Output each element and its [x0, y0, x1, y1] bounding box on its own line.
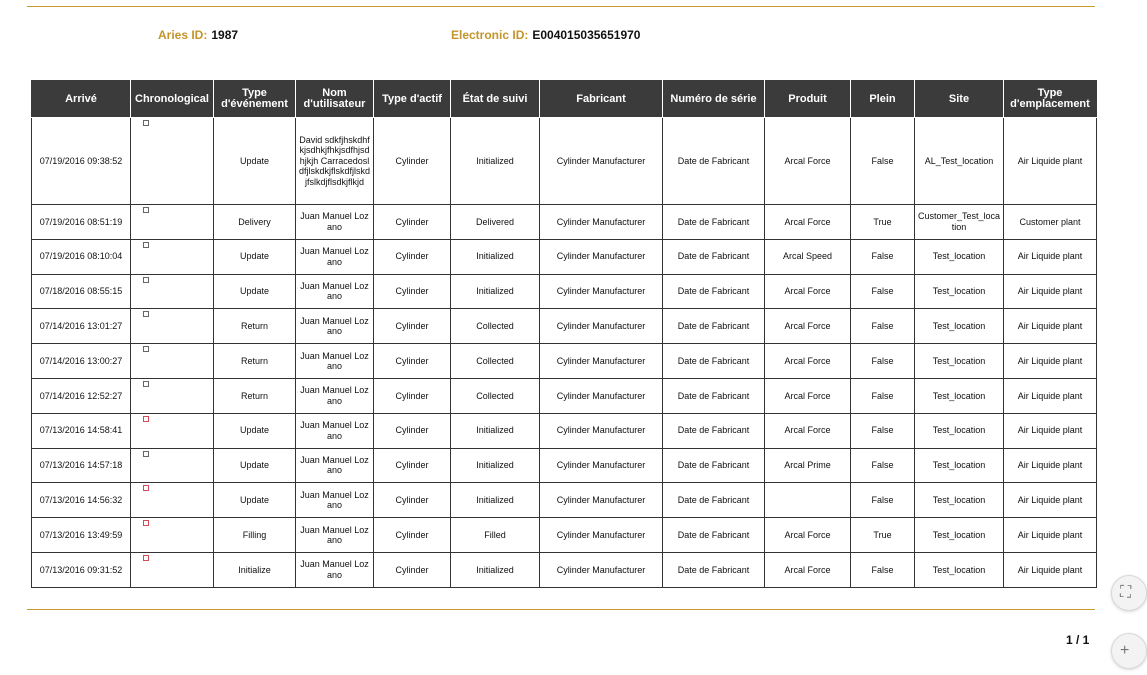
user-name-cell: Juan Manuel Lozano — [296, 378, 374, 413]
serial-number-cell: Date de Fabricant — [663, 483, 765, 518]
aries-id-value: 1987 — [211, 28, 239, 42]
location-type-cell: Air Liquide plant — [1004, 309, 1097, 344]
chronological-cell — [131, 483, 214, 518]
serial-number-cell: Date de Fabricant — [663, 239, 765, 274]
asset-type-cell: Cylinder — [374, 552, 451, 587]
fit-page-icon: ⛶ — [1120, 584, 1132, 601]
location-type-cell: Air Liquide plant — [1004, 483, 1097, 518]
table-row — [32, 274, 1097, 309]
tracking-status-cell: Initialized — [451, 552, 540, 587]
location-type-cell: Air Liquide plant — [1004, 552, 1097, 587]
table-row — [32, 309, 1097, 344]
column-header: Chronological — [131, 81, 214, 118]
product-cell: Arcal Force — [765, 413, 851, 448]
user-name-cell: Juan Manuel Lozano — [296, 205, 374, 240]
product-cell: Arcal Force — [765, 344, 851, 379]
full-cell: False — [851, 309, 915, 344]
arrival-cell: 07/14/2016 13:00:27 — [32, 344, 131, 379]
event-type-cell: Update — [214, 448, 296, 483]
site-cell: Test_location — [915, 448, 1004, 483]
column-header: Type d'événement — [214, 81, 296, 118]
product-cell: Arcal Force — [765, 118, 851, 205]
full-cell: False — [851, 344, 915, 379]
table-row — [32, 448, 1097, 483]
full-cell: False — [851, 239, 915, 274]
chronological-cell — [131, 205, 214, 240]
asset-type-cell: Cylinder — [374, 448, 451, 483]
arrival-cell: 07/19/2016 09:38:52 — [32, 118, 131, 205]
site-cell: Test_location — [915, 239, 1004, 274]
serial-number-cell: Date de Fabricant — [663, 448, 765, 483]
serial-number-cell: Date de Fabricant — [663, 518, 765, 553]
event-type-cell: Update — [214, 118, 296, 205]
product-cell: Arcal Force — [765, 309, 851, 344]
manufacturer-cell: Cylinder Manufacturer — [540, 118, 663, 205]
asset-type-cell: Cylinder — [374, 274, 451, 309]
full-cell: False — [851, 448, 915, 483]
chronological-cell — [131, 239, 214, 274]
asset-type-cell: Cylinder — [374, 309, 451, 344]
serial-number-cell: Date de Fabricant — [663, 413, 765, 448]
table-row — [32, 518, 1097, 553]
tracking-status-cell: Initialized — [451, 413, 540, 448]
electronic-id — [451, 28, 640, 42]
manufacturer-cell: Cylinder Manufacturer — [540, 309, 663, 344]
tracking-status-cell: Delivered — [451, 205, 540, 240]
table-row — [32, 378, 1097, 413]
arrival-cell: 07/13/2016 14:58:41 — [32, 413, 131, 448]
asset-type-cell: Cylinder — [374, 118, 451, 205]
event-type-cell: Delivery — [214, 205, 296, 240]
column-header: Plein — [851, 81, 915, 118]
event-type-cell: Update — [214, 483, 296, 518]
user-name-cell: Juan Manuel Lozano — [296, 344, 374, 379]
full-cell: False — [851, 378, 915, 413]
location-type-cell: Air Liquide plant — [1004, 413, 1097, 448]
chronological-cell — [131, 274, 214, 309]
location-type-cell: Air Liquide plant — [1004, 448, 1097, 483]
arrival-cell: 07/18/2016 08:55:15 — [32, 274, 131, 309]
tracking-status-cell: Filled — [451, 518, 540, 553]
product-cell: Arcal Prime — [765, 448, 851, 483]
column-header: Fabricant — [540, 81, 663, 118]
column-header: Nom d'utilisateur — [296, 81, 374, 118]
arrival-cell: 07/13/2016 14:56:32 — [32, 483, 131, 518]
full-cell: False — [851, 118, 915, 205]
manufacturer-cell: Cylinder Manufacturer — [540, 448, 663, 483]
zoom-in-button[interactable] — [1111, 633, 1147, 669]
chronological-cell — [131, 378, 214, 413]
tracking-status-cell: Initialized — [451, 239, 540, 274]
asset-type-cell: Cylinder — [374, 378, 451, 413]
chronological-cell — [131, 448, 214, 483]
arrival-cell: 07/14/2016 13:01:27 — [32, 309, 131, 344]
arrival-cell: 07/19/2016 08:51:19 — [32, 205, 131, 240]
site-cell: Test_location — [915, 518, 1004, 553]
table-row — [32, 552, 1097, 587]
chronological-icon[interactable] — [143, 346, 149, 352]
chronological-icon[interactable] — [143, 120, 149, 126]
chronological-cell — [131, 344, 214, 379]
chronological-cell — [131, 552, 214, 587]
chronological-cell — [131, 118, 214, 205]
chronological-icon[interactable] — [143, 381, 149, 387]
table-row — [32, 413, 1097, 448]
site-cell: Customer_Test_location — [915, 205, 1004, 240]
location-type-cell: Air Liquide plant — [1004, 518, 1097, 553]
site-cell: Test_location — [915, 309, 1004, 344]
site-cell: Test_location — [915, 344, 1004, 379]
column-header: Arrivé — [32, 81, 131, 118]
bottom-rule — [27, 609, 1095, 610]
fit-page-button[interactable] — [1111, 575, 1147, 611]
event-type-cell: Initialize — [214, 552, 296, 587]
chronological-icon[interactable] — [143, 520, 149, 526]
serial-number-cell: Date de Fabricant — [663, 274, 765, 309]
manufacturer-cell: Cylinder Manufacturer — [540, 518, 663, 553]
arrival-cell: 07/13/2016 09:31:52 — [32, 552, 131, 587]
event-type-cell: Update — [214, 413, 296, 448]
table-row — [32, 118, 1097, 205]
user-name-cell: Juan Manuel Lozano — [296, 239, 374, 274]
location-type-cell: Customer plant — [1004, 205, 1097, 240]
user-name-cell: Juan Manuel Lozano — [296, 483, 374, 518]
tracking-status-cell: Initialized — [451, 483, 540, 518]
table-row — [32, 483, 1097, 518]
asset-type-cell: Cylinder — [374, 205, 451, 240]
serial-number-cell: Date de Fabricant — [663, 378, 765, 413]
manufacturer-cell: Cylinder Manufacturer — [540, 413, 663, 448]
user-name-cell: Juan Manuel Lozano — [296, 552, 374, 587]
arrival-cell: 07/13/2016 13:49:59 — [32, 518, 131, 553]
event-type-cell: Return — [214, 378, 296, 413]
location-type-cell: Air Liquide plant — [1004, 118, 1097, 205]
user-name-cell: David sdkfjhskdhfkjsdhkjfhkjsdfhjsdhjkjh Carracedosldfjlskdkjflskdfjlskdjfslkdjflsdkjflkjd — [296, 118, 374, 205]
site-cell: Test_location — [915, 274, 1004, 309]
chronological-icon[interactable] — [143, 242, 149, 248]
table-header-row — [32, 81, 1097, 118]
asset-type-cell: Cylinder — [374, 518, 451, 553]
location-type-cell: Air Liquide plant — [1004, 344, 1097, 379]
full-cell: False — [851, 413, 915, 448]
arrival-cell: 07/14/2016 12:52:27 — [32, 378, 131, 413]
event-type-cell: Update — [214, 239, 296, 274]
tracking-status-cell: Collected — [451, 344, 540, 379]
manufacturer-cell: Cylinder Manufacturer — [540, 552, 663, 587]
manufacturer-cell: Cylinder Manufacturer — [540, 483, 663, 518]
table-row — [32, 205, 1097, 240]
zoom-in-icon: + — [1120, 642, 1130, 659]
chronological-icon[interactable] — [143, 451, 149, 457]
tracking-status-cell: Collected — [451, 378, 540, 413]
asset-type-cell: Cylinder — [374, 483, 451, 518]
chronological-icon[interactable] — [143, 485, 149, 491]
page-counter: 1 / 1 — [1066, 633, 1090, 647]
product-cell: Arcal Force — [765, 552, 851, 587]
chronological-icon[interactable] — [143, 311, 149, 317]
serial-number-cell: Date de Fabricant — [663, 552, 765, 587]
manufacturer-cell: Cylinder Manufacturer — [540, 205, 663, 240]
manufacturer-cell: Cylinder Manufacturer — [540, 274, 663, 309]
aries-id-label: Aries ID: — [158, 28, 208, 42]
column-header: État de suivi — [451, 81, 540, 118]
arrival-cell: 07/13/2016 14:57:18 — [32, 448, 131, 483]
manufacturer-cell: Cylinder Manufacturer — [540, 378, 663, 413]
manufacturer-cell: Cylinder Manufacturer — [540, 344, 663, 379]
column-header: Numéro de série — [663, 81, 765, 118]
chronological-icon[interactable] — [143, 416, 149, 422]
product-cell: Arcal Force — [765, 205, 851, 240]
location-type-cell: Air Liquide plant — [1004, 239, 1097, 274]
serial-number-cell: Date de Fabricant — [663, 118, 765, 205]
user-name-cell: Juan Manuel Lozano — [296, 448, 374, 483]
manufacturer-cell: Cylinder Manufacturer — [540, 239, 663, 274]
site-cell: Test_location — [915, 413, 1004, 448]
chronological-cell — [131, 309, 214, 344]
full-cell: False — [851, 274, 915, 309]
serial-number-cell: Date de Fabricant — [663, 344, 765, 379]
chronological-icon[interactable] — [143, 207, 149, 213]
tracking-status-cell: Initialized — [451, 274, 540, 309]
asset-type-cell: Cylinder — [374, 413, 451, 448]
tracking-status-cell: Collected — [451, 309, 540, 344]
serial-number-cell: Date de Fabricant — [663, 205, 765, 240]
table-row — [32, 239, 1097, 274]
full-cell: False — [851, 552, 915, 587]
column-header: Type d'emplacement — [1004, 81, 1097, 118]
tracking-status-cell: Initialized — [451, 448, 540, 483]
aries-id — [158, 28, 238, 42]
top-rule — [27, 6, 1095, 7]
table-body — [32, 118, 1097, 588]
site-cell: Test_location — [915, 483, 1004, 518]
chronological-cell — [131, 413, 214, 448]
site-cell: Test_location — [915, 552, 1004, 587]
event-type-cell: Update — [214, 274, 296, 309]
tracking-status-cell: Initialized — [451, 118, 540, 205]
event-type-cell: Filling — [214, 518, 296, 553]
full-cell: True — [851, 518, 915, 553]
location-type-cell: Air Liquide plant — [1004, 378, 1097, 413]
electronic-id-value: E004015035651970 — [532, 28, 641, 42]
chronological-icon[interactable] — [143, 555, 149, 561]
product-cell: Arcal Force — [765, 378, 851, 413]
site-cell: Test_location — [915, 378, 1004, 413]
event-type-cell: Return — [214, 344, 296, 379]
product-cell: Arcal Force — [765, 274, 851, 309]
arrival-cell: 07/19/2016 08:10:04 — [32, 239, 131, 274]
table-row — [32, 344, 1097, 379]
user-name-cell: Juan Manuel Lozano — [296, 518, 374, 553]
user-name-cell: Juan Manuel Lozano — [296, 274, 374, 309]
product-cell — [765, 483, 851, 518]
product-cell: Arcal Speed — [765, 239, 851, 274]
electronic-id-label: Electronic ID: — [451, 28, 529, 42]
serial-number-cell: Date de Fabricant — [663, 309, 765, 344]
event-type-cell: Return — [214, 309, 296, 344]
full-cell: False — [851, 483, 915, 518]
product-cell: Arcal Force — [765, 518, 851, 553]
user-name-cell: Juan Manuel Lozano — [296, 413, 374, 448]
asset-type-cell: Cylinder — [374, 239, 451, 274]
full-cell: True — [851, 205, 915, 240]
chronological-icon[interactable] — [143, 277, 149, 283]
chronological-cell — [131, 518, 214, 553]
column-header: Site — [915, 81, 1004, 118]
user-name-cell: Juan Manuel Lozano — [296, 309, 374, 344]
site-cell: AL_Test_location — [915, 118, 1004, 205]
column-header: Type d'actif — [374, 81, 451, 118]
asset-type-cell: Cylinder — [374, 344, 451, 379]
location-type-cell: Air Liquide plant — [1004, 274, 1097, 309]
history-table — [31, 80, 1097, 588]
column-header: Produit — [765, 81, 851, 118]
